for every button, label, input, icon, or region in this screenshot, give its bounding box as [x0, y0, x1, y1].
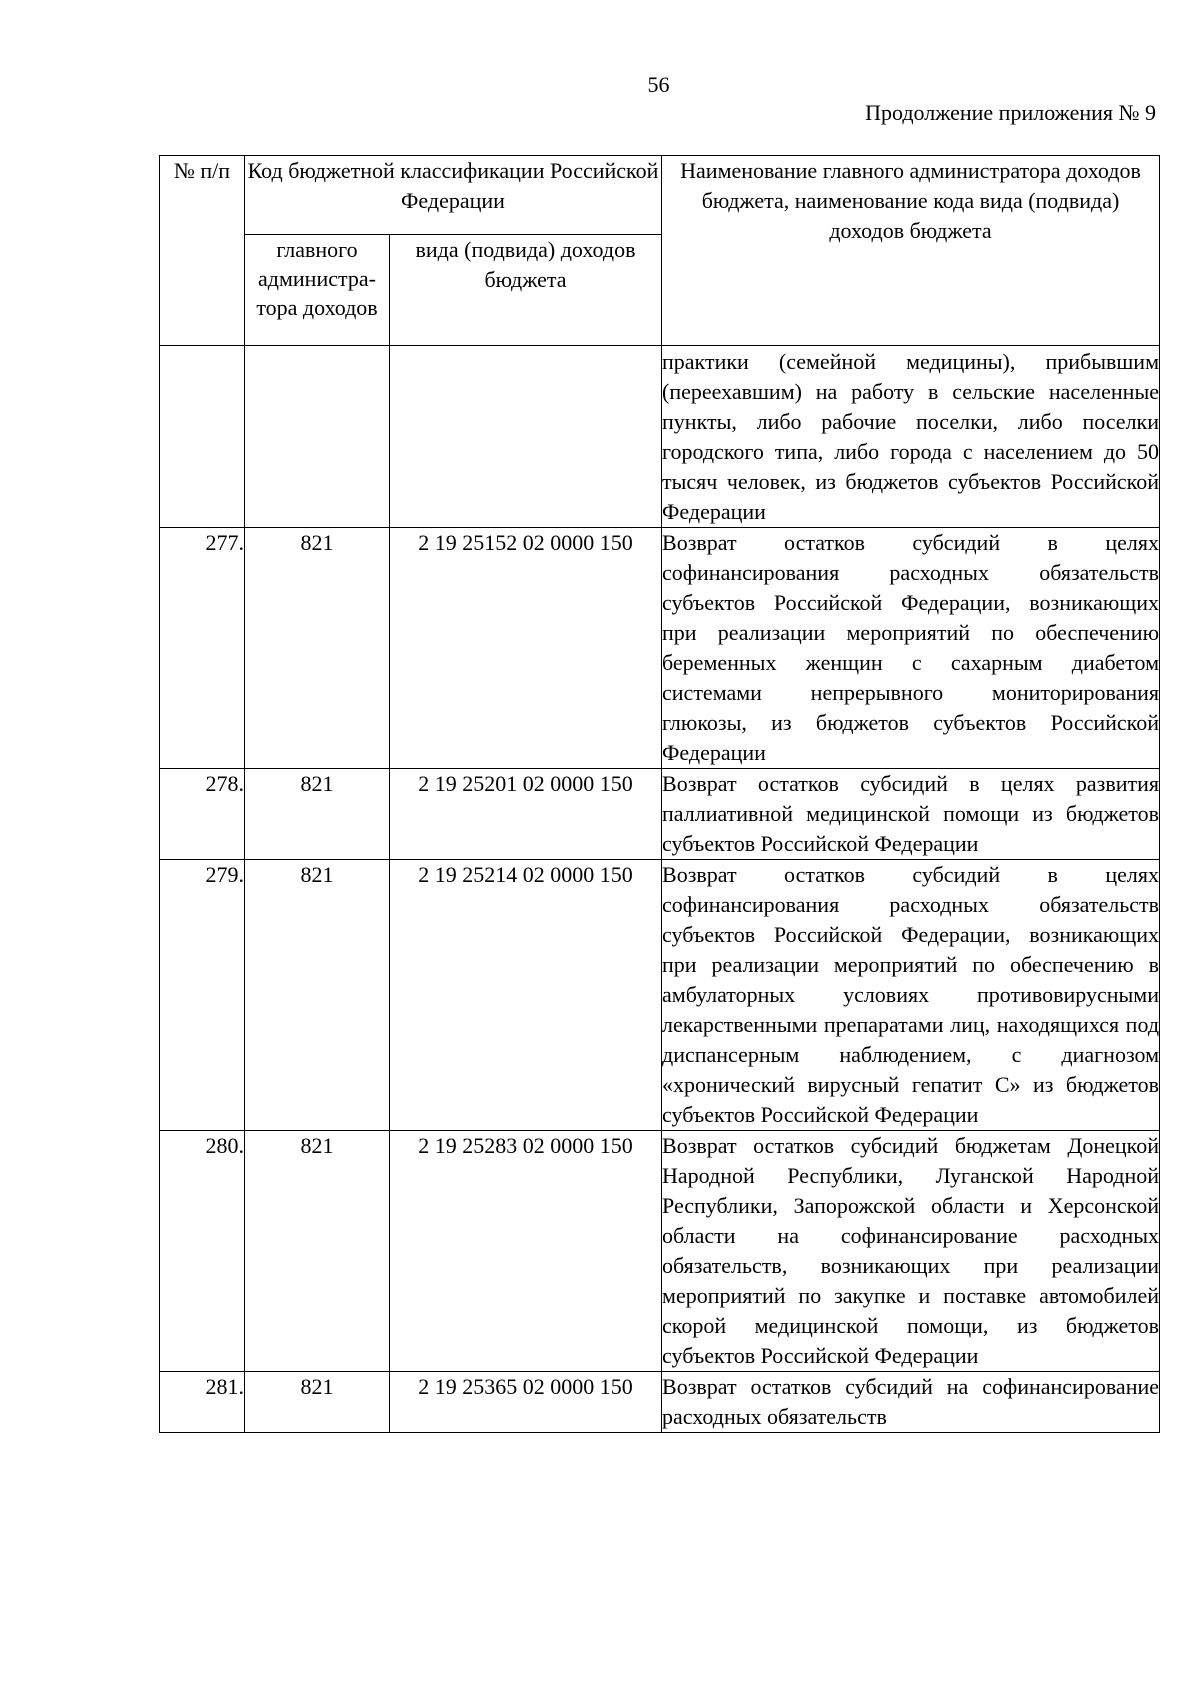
- cell-code: 2 19 25283 02 0000 150: [390, 1131, 662, 1372]
- cell-name: Возврат остатков субсидий на софинансирование расходных обязательств: [662, 1372, 1160, 1433]
- table-row-continuation: [160, 346, 1160, 528]
- cell-name: Возврат остатков субсидий в целях софинансирования расходных обязательств субъектов Российской Федерации, возникающих при реализации мероприятий по обеспечению в амбулаторных условиях противовирусными лекарственными препаратами лиц, находящихся под диспансерным наблюдением, с диагнозом «хронический вирусный гепатит С» из бюджетов субъектов Российской Федерации: [662, 860, 1160, 1131]
- cell-admin: [245, 346, 390, 528]
- header-name: Наименование главного администратора доходов бюджета, наименование кода вида (подвида) доходов бюджета: [662, 156, 1160, 346]
- cell-admin: 821: [245, 860, 390, 1131]
- cell-number: 278.: [160, 769, 245, 860]
- appendix-title: Продолжение приложения № 9: [865, 100, 1156, 125]
- cell-name: Возврат остатков субсидий бюджетам Донецкой Народной Республики, Луганской Народной Республики, Запорожской области и Херсонской области на софинансирование расходных обязательств, возникающих при реализации мероприятий по закупке и поставке автомобилей скорой медицинской помощи, из бюджетов субъектов Российской Федерации: [662, 1131, 1160, 1372]
- cell-admin: 821: [245, 769, 390, 860]
- table-row: [160, 528, 1160, 769]
- cell-code: [390, 346, 662, 528]
- cell-number: 281.: [160, 1372, 245, 1433]
- cell-number: 279.: [160, 860, 245, 1131]
- cell-code: 2 19 25214 02 0000 150: [390, 860, 662, 1131]
- cell-name: практики (семейной медицины), прибывшим (переехавшим) на работу в сельские населенные пункты, либо рабочие поселки, либо поселки городского типа, либо города с населением до 50 тысяч человек, из бюджетов субъектов Российской Федерации: [662, 346, 1160, 528]
- cell-number: 277.: [160, 528, 245, 769]
- header-admin-code: главного администра-тора доходов: [245, 235, 390, 346]
- header-number: № п/п: [160, 156, 245, 346]
- cell-code: 2 19 25365 02 0000 150: [390, 1372, 662, 1433]
- cell-admin: 821: [245, 1372, 390, 1433]
- cell-number: 280.: [160, 1131, 245, 1372]
- table-row: [160, 769, 1160, 860]
- table-row: [160, 1372, 1160, 1433]
- cell-code: 2 19 25152 02 0000 150: [390, 528, 662, 769]
- cell-name: Возврат остатков субсидий в целях софинансирования расходных обязательств субъектов Российской Федерации, возникающих при реализации мероприятий по обеспечению беременных женщин с сахарным диабетом системами непрерывного мониторирования глюкозы, из бюджетов субъектов Российской Федерации: [662, 528, 1160, 769]
- cell-admin: 821: [245, 1131, 390, 1372]
- cell-name: Возврат остатков субсидий в целях развития паллиативной медицинской помощи из бюджетов субъектов Российской Федерации: [662, 769, 1160, 860]
- budget-classification-table: [159, 155, 1160, 1433]
- table-row: [160, 860, 1160, 1131]
- cell-number: [160, 346, 245, 528]
- page-number: 56: [647, 72, 670, 97]
- header-income-code: вида (подвида) доходов бюджета: [390, 235, 662, 346]
- cell-code: 2 19 25201 02 0000 150: [390, 769, 662, 860]
- table-row: [160, 1131, 1160, 1372]
- header-classification-code: Код бюджетной классификации Российской Федерации: [245, 156, 662, 235]
- cell-admin: 821: [245, 528, 390, 769]
